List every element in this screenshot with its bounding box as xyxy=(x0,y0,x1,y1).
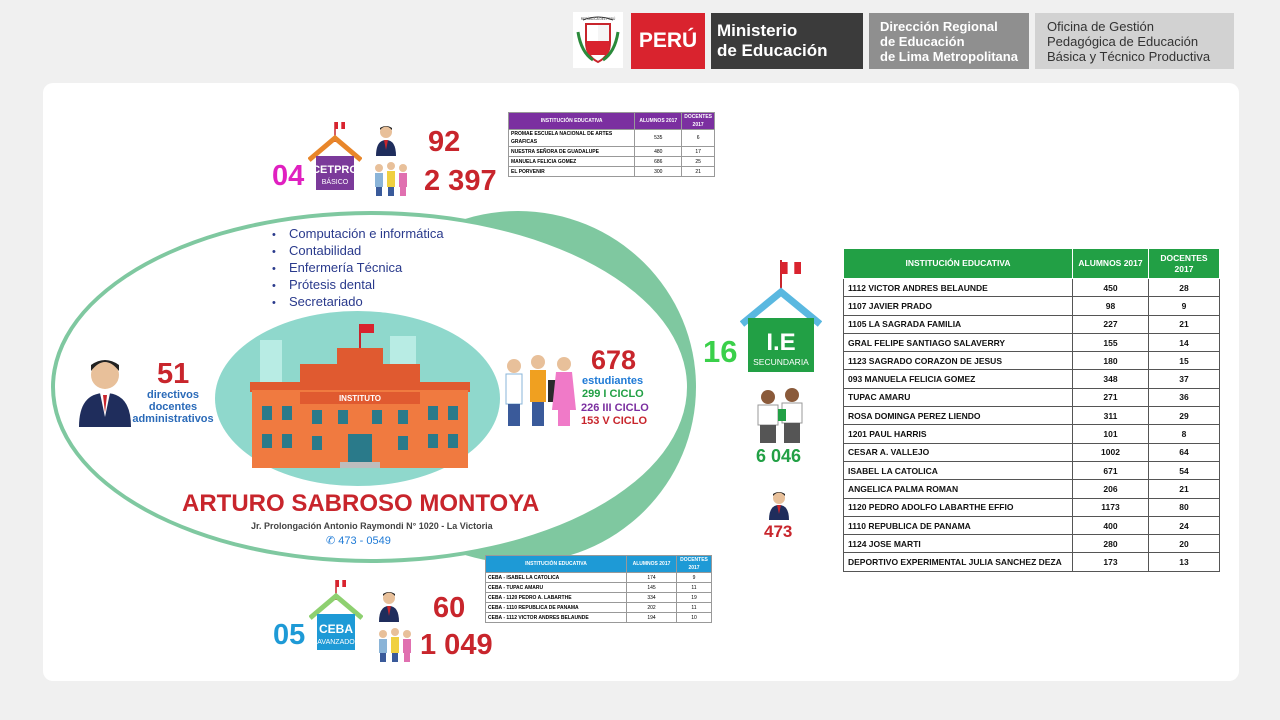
students-label: estudiantes xyxy=(582,375,644,387)
ceba-school-icon xyxy=(309,578,363,652)
list-item: • Secretariado xyxy=(272,294,444,311)
table-row: GRAL FELIPE SANTIAGO SALAVERRY 155 14 xyxy=(844,333,1220,351)
secundaria-count: 16 xyxy=(703,334,738,369)
teacher-icon xyxy=(378,590,400,622)
cetpro-teachers: 92 xyxy=(428,126,461,158)
table-row: CEBA - ISABEL LA CATOLICA 174 9 xyxy=(486,573,712,583)
students-icon xyxy=(500,350,580,428)
teacher-icon xyxy=(375,124,397,156)
instituto-name: ARTURO SABROSO MONTOYA xyxy=(182,490,540,517)
dre-lima-brand: Dirección Regional de Educación de Lima Metropolitana xyxy=(869,13,1029,69)
staff-count: 51 xyxy=(157,358,190,390)
table-row: NUESTRA SEÑORA DE GUADALUPE 480 17 xyxy=(509,147,715,157)
table-row: 1120 PEDRO ADOLFO LABARTHE EFFIO 1173 80 xyxy=(844,498,1220,516)
list-item: • Enfermería Técnica xyxy=(272,260,444,277)
table-row: 1105 LA SAGRADA FAMILIA 227 21 xyxy=(844,315,1220,333)
svg-text:CEBA: CEBA xyxy=(318,622,354,636)
staff-label: directivos docentes administrativos xyxy=(132,389,214,425)
svg-text:BÁSICO: BÁSICO xyxy=(321,179,349,186)
svg-text:CETPRO: CETPRO xyxy=(312,164,358,176)
secondary-students-icon xyxy=(754,387,808,443)
instituto-address: Jr. Prolongación Antonio Raymondi N° 1020 - La Victoria xyxy=(251,521,493,531)
peru-coat-of-arms-logo xyxy=(573,12,623,68)
table-row: CEBA - TUPAC AMARU 145 11 xyxy=(486,583,712,593)
teacher-icon xyxy=(768,490,790,520)
students-group-icon xyxy=(375,626,415,662)
director-icon xyxy=(78,355,132,427)
instituto-students: 678 xyxy=(591,345,637,375)
ciclo-5: 153 V CICLO xyxy=(581,415,648,427)
svg-text:I.E: I.E xyxy=(766,329,796,356)
secundaria-school-icon xyxy=(740,258,822,374)
ciclo-1: 299 I CICLO xyxy=(582,388,644,400)
table-row: MANUELA FELICIA GOMEZ 686 25 xyxy=(509,157,715,167)
ceba-students: 1 049 xyxy=(420,629,493,661)
table-row: ROSA DOMINGA PEREZ LIENDO 311 29 xyxy=(844,407,1220,425)
cetpro-count: 04 xyxy=(272,160,305,192)
peru-brand: PERÚ xyxy=(631,13,705,69)
table-row: 1110 REPUBLICA DE PANAMA 400 24 xyxy=(844,516,1220,534)
cetpro-table: INSTITUCIÓN EDUCATIVA ALUMNOS 2017 DOCENTES 2017 PROMAE ESCUELA NACIONAL DE ARTES GRAFICAS 535 6 NUESTRA SEÑORA DE GUADALUPE 480 17 MANUELA FELICIA GOMEZ 686 25 EL PORVENIR 300 21 xyxy=(508,112,715,177)
table-row: TUPAC AMARU 271 36 xyxy=(844,388,1220,406)
table-row: ANGELICA PALMA ROMAN 206 21 xyxy=(844,480,1220,498)
table-row: 1107 JAVIER PRADO 98 9 xyxy=(844,297,1220,315)
ministerio-educacion-brand: Ministerio de Educación xyxy=(711,13,863,69)
ceba-teachers: 60 xyxy=(433,592,466,624)
list-item: • Contabilidad xyxy=(272,243,444,260)
secundaria-teachers: 473 xyxy=(764,522,793,541)
svg-text:AVANZADO: AVANZADO xyxy=(317,639,355,646)
svg-text:REPÚBLICA DEL PERÚ: REPÚBLICA DEL PERÚ xyxy=(580,17,616,21)
table-row: EL PORVENIR 300 21 xyxy=(509,167,715,177)
table-row: ISABEL LA CATOLICA 671 54 xyxy=(844,461,1220,479)
ceba-count: 05 xyxy=(273,619,306,651)
table-row: CESAR A. VALLEJO 1002 64 xyxy=(844,443,1220,461)
table-row: CEBA - 1112 VICTOR ANDRES BELAUNDE 194 10 xyxy=(486,613,712,623)
table-row: CEBA - 1120 PEDRO A. LABARTHE 334 19 xyxy=(486,593,712,603)
table-row: 1123 SAGRADO CORAZON DE JESUS 180 15 xyxy=(844,352,1220,370)
table-row: 093 MANUELA FELICIA GOMEZ 348 37 xyxy=(844,370,1220,388)
table-row: 1124 JOSE MARTI 280 20 xyxy=(844,535,1220,553)
secundaria-table: INSTITUCIÓN EDUCATIVA ALUMNOS 2017 DOCENTES 2017 1112 VICTOR ANDRES BELAUNDE 450 28 1107 JAVIER PRADO 98 9 1105 LA SAGRADA FAMILIA 227 21 GRAL FELIPE SANTIAGO SALAVERRY 155 14 1123 SAGRADO CORAZON DE JESUS 180 15 093 MANUELA FELICIA GOMEZ 348 37 TUPAC AMARU 271 36 ROSA DOMINGA PEREZ LIENDO 311 29 1201 PAUL HARRIS 101 8 CESAR A. VALLEJO 1002 64 ISABEL LA CATOLICA 671 54 ANGELICA PALMA ROMAN 206 21 1120 PEDRO ADOLFO LABARTHE EFFIO 1173 80 1110 REPUBLICA DE PANAMA 400 24 1124 JOSE MARTI 280 20 DEPORTIVO EXPERIMENTAL JULIA SANCHEZ DEZA 173 13 xyxy=(843,248,1220,572)
instituto-phone: ✆ 473 - 0549 xyxy=(326,535,391,547)
secundaria-students: 6 046 xyxy=(756,446,802,466)
instituto-building-icon xyxy=(240,318,470,470)
courses-list xyxy=(272,226,444,311)
cetpro-school-icon xyxy=(308,120,362,192)
ciclo-3: 226 III CICLO xyxy=(581,402,649,414)
svg-text:INSTITUTO: INSTITUTO xyxy=(338,394,382,403)
list-item: • Prótesis dental xyxy=(272,277,444,294)
students-group-icon xyxy=(371,160,411,196)
table-row: DEPORTIVO EXPERIMENTAL JULIA SANCHEZ DEZA 173 13 xyxy=(844,553,1220,571)
ceba-table: INSTITUCIÓN EDUCATIVA ALUMNOS 2017 DOCENTES 2017 CEBA - ISABEL LA CATOLICA 174 9 CEBA - TUPAC AMARU 145 11 CEBA - 1120 PEDRO A. LABARTHE 334 19 CEBA - 1110 REPUBLICA DE PANAMA 202 11 CEBA - 1112 VICTOR ANDRES BELAUNDE 194 10 xyxy=(485,555,712,623)
svg-text:SECUNDARIA: SECUNDARIA xyxy=(753,357,809,367)
table-row: CEBA - 1110 REPUBLICA DE PANAMA 202 11 xyxy=(486,603,712,613)
table-row: 1112 VICTOR ANDRES BELAUNDE 450 28 xyxy=(844,279,1220,297)
table-row: PROMAE ESCUELA NACIONAL DE ARTES GRAFICAS 535 6 xyxy=(509,130,715,147)
table-row: 1201 PAUL HARRIS 101 8 xyxy=(844,425,1220,443)
cetpro-students: 2 397 xyxy=(424,165,497,197)
list-item: • Computación e informática xyxy=(272,226,444,243)
oficina-gestion-brand: Oficina de Gestión Pedagógica de Educación Básica y Técnico Productiva xyxy=(1035,13,1234,69)
